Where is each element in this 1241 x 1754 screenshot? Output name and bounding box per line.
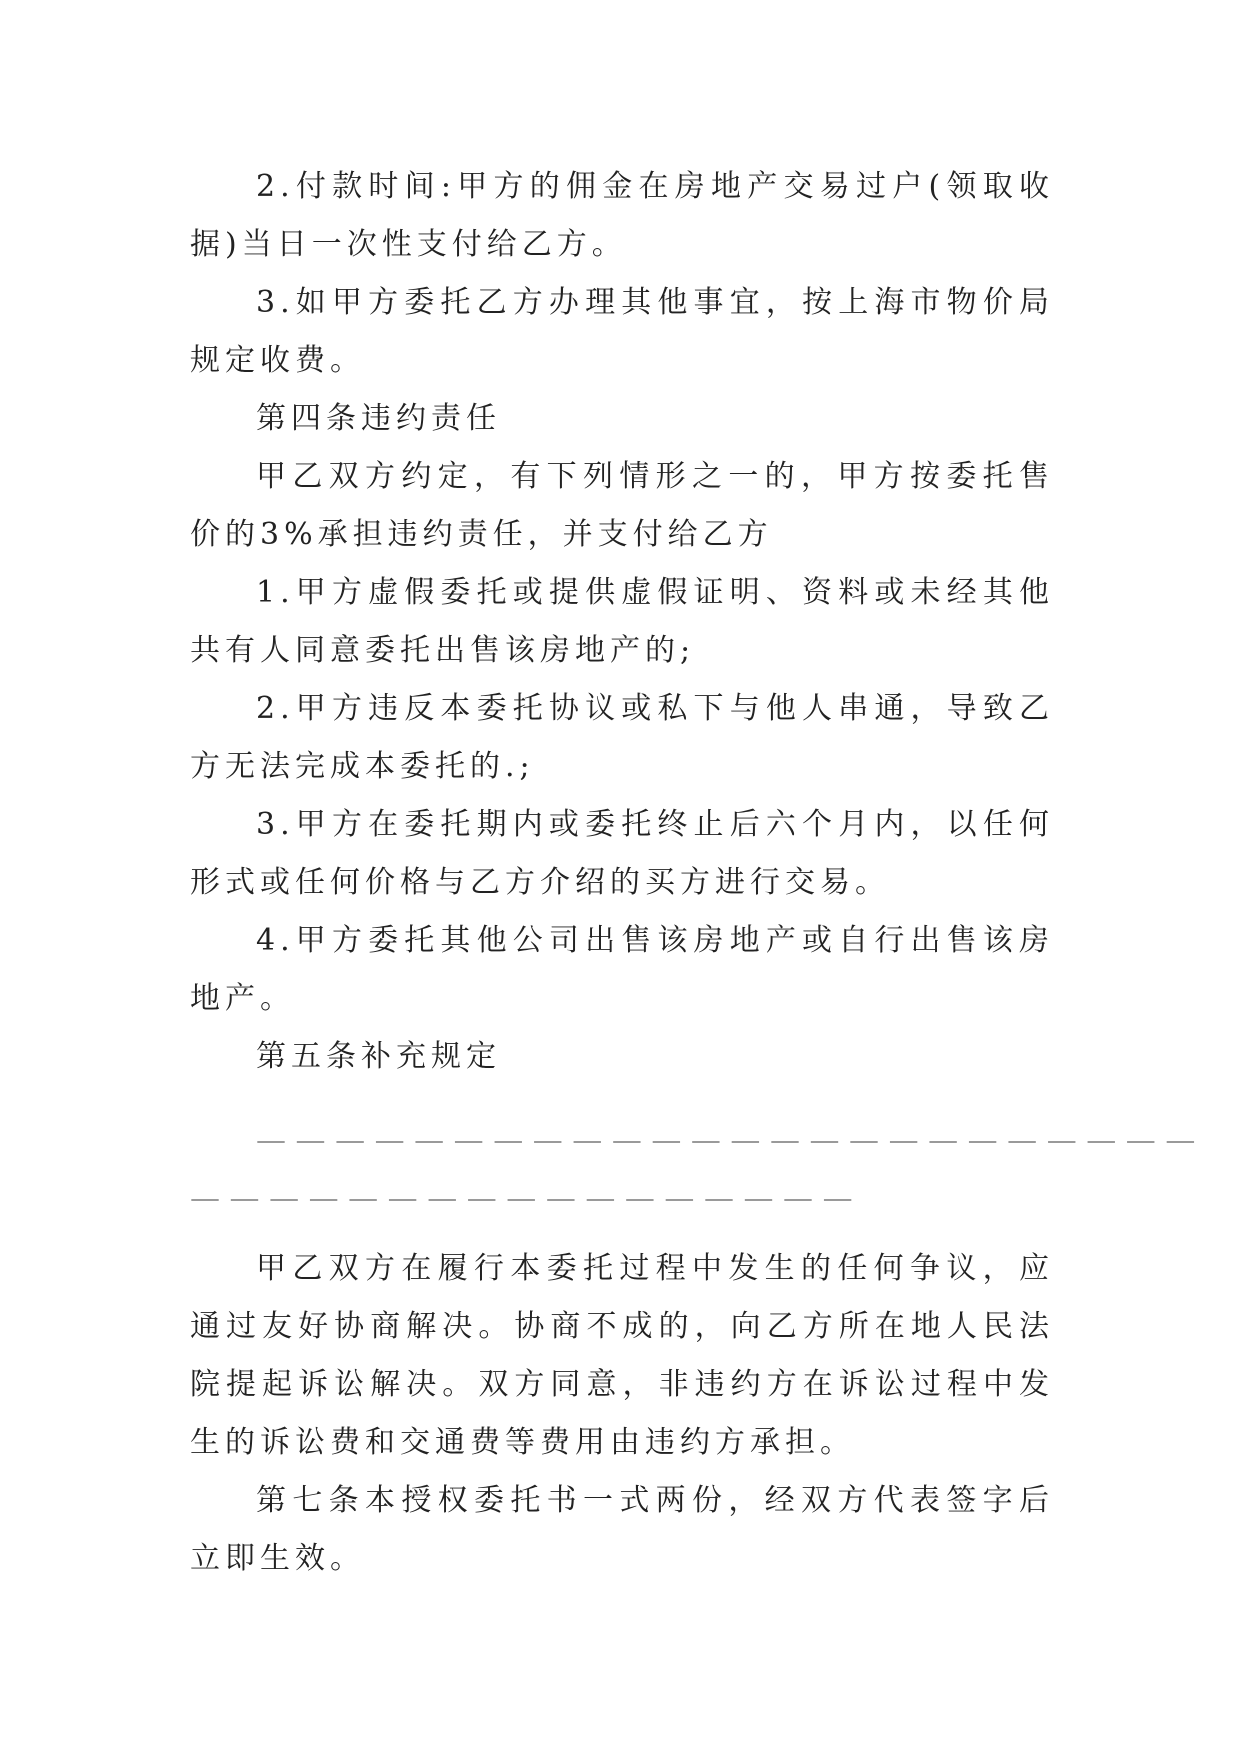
paragraph-payment-time: 2.付款时间:甲方的佣金在房地产交易过户(领取收据)当日一次性支付给乙方。 <box>190 169 1054 262</box>
blank-fill-line-2: — — — — — — — — — — — — — — — — — <box>190 1181 853 1216</box>
heading-article-5: 第五条补充规定 <box>256 1039 501 1074</box>
paragraph-breach-1: 1.甲方虚假委托或提供虚假证明、资料或未经其他共有人同意委托出售该房地产的; <box>190 575 1054 668</box>
paragraph-other-matters: 3.如甲方委托乙方办理其他事宜，按上海市物价局规定收费。 <box>190 285 1054 378</box>
paragraph-dispute-resolution: 甲乙双方在履行本委托过程中发生的任何争议，应通过友好协商解决。协商不成的，向乙方所在地人民法院提起诉讼解决。双方同意，非违约方在诉讼过程中发生的诉讼费和交通费等费用由违约方承担。 <box>190 1251 1054 1460</box>
blank-fill-line-1: — — — — — — — — — — — — — — — — — — — — — — — — <box>256 1123 1196 1158</box>
paragraph-article-7: 第七条本授权委托书一式两份，经双方代表签字后立即生效。 <box>190 1483 1054 1576</box>
paragraph-breach-4: 4.甲方委托其他公司出售该房地产或自行出售该房地产。 <box>190 923 1054 1016</box>
document-body <box>190 158 1196 1588</box>
paragraph-breach-2: 2.甲方违反本委托协议或私下与他人串通，导致乙方无法完成本委托的.; <box>190 691 1054 784</box>
paragraph-breach-3: 3.甲方在委托期内或委托终止后六个月内，以任何形式或任何价格与乙方介绍的买方进行交易。 <box>190 807 1054 900</box>
paragraph-breach-intro: 甲乙双方约定，有下列情形之一的，甲方按委托售价的3%承担违约责任，并支付给乙方 <box>190 459 1054 552</box>
heading-article-4: 第四条违约责任 <box>256 401 501 436</box>
